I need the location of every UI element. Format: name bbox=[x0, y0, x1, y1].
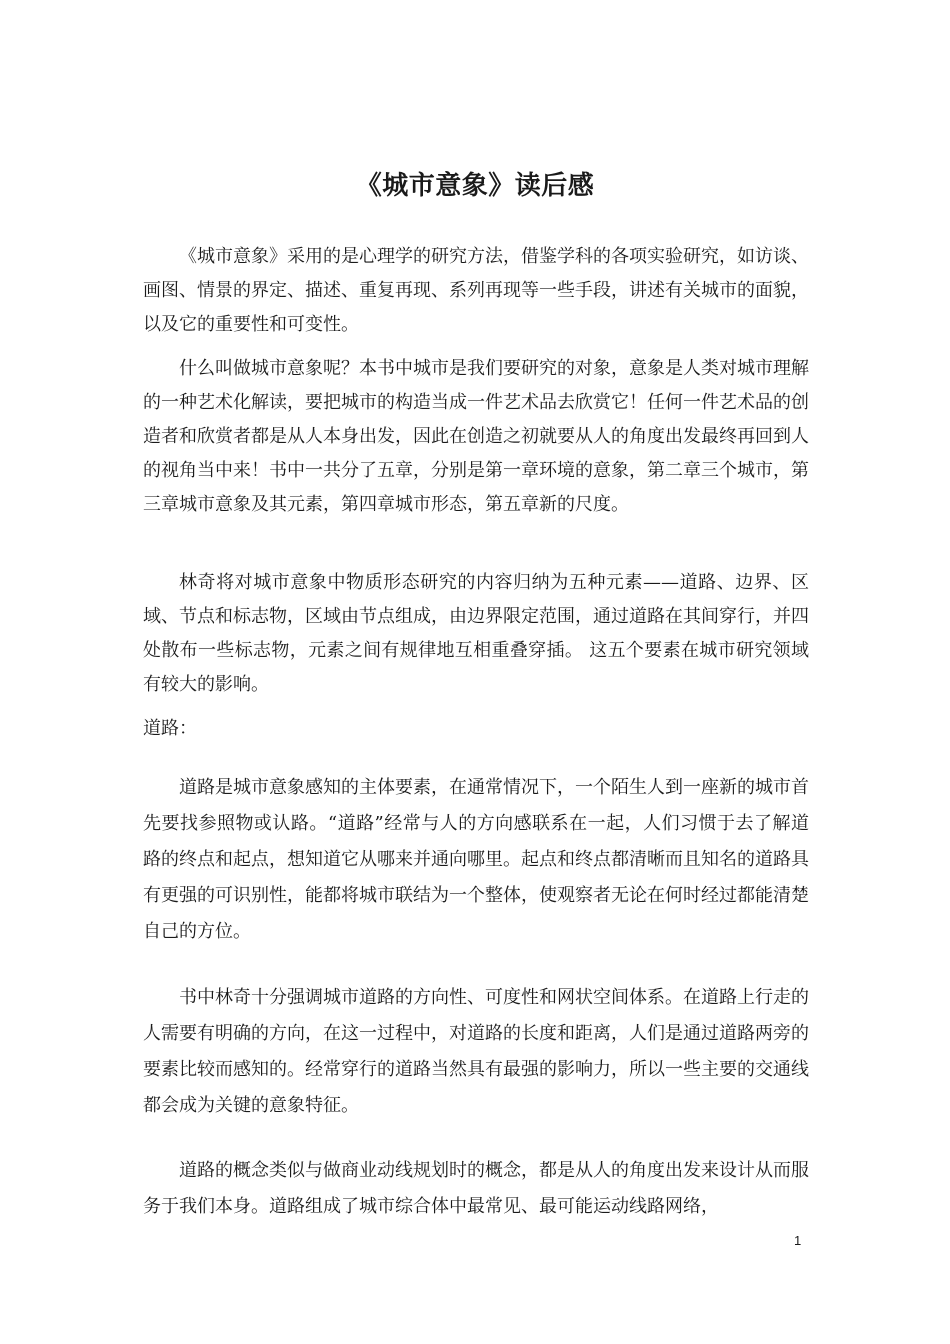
paragraph-roads-direction: 书中林奇十分强调城市道路的方向性、可度性和网状空间体系。在道路上行走的人需要有明确的方向，在这一过程中，对道路的长度和距离，人们是通过道路两旁的要素比较而感知的。经常穿行的道路当然具有最强的影响力，所以一些主要的交通线都会成为关键的意象特征。 bbox=[143, 987, 809, 1116]
paragraph-definition: 什么叫做城市意象呢？本书中城市是我们要研究的对象，意象是人类对城市理解的一种艺术化解读，要把城市的构造当成一件艺术品去欣赏它！任何一件艺术品的创造者和欣赏者都是从人本身出发，因此在创造之初就要从人的角度出发最终再回到人的视角当中来！书中一共分了五章，分别是第一章环境的意象，第二章三个城市，第三章城市意象及其元素，第四章城市形态，第五章新的尺度。 bbox=[143, 358, 809, 515]
page-number: 1 bbox=[794, 1233, 802, 1248]
paragraph-intro: 《城市意象》采用的是心理学的研究方法，借鉴学科的各项实验研究，如访谈、画图、情景的界定、描述、重复再现、系列再现等一些手段，讲述有关城市的面貌，以及它的重要性和可变性。 bbox=[143, 246, 809, 335]
paragraph-five-elements: 林奇将对城市意象中物质形态研究的内容归纳为五种元素——道路、边界、区域、节点和标志物，区域由节点组成，由边界限定范围，通过道路在其间穿行，并四处散布一些标志物，元素之间有规律地互相重叠穿插。 这五个要素在城市研究领域有较大的影响。 bbox=[143, 572, 809, 695]
document-title: 《城市意象》读后感 bbox=[355, 171, 595, 202]
paragraph-roads-perception: 道路是城市意象感知的主体要素，在通常情况下，一个陌生人到一座新的城市首先要找参照物或认路。“道路”经常与人的方向感联系在一起，人们习惯于去了解道路的终点和起点，想知道它从哪来并通向哪里。起点和终点都清晰而且知名的道路具有更强的可识别性，能都将城市联结为一个整体，使观察者无论在何时经过都能清楚自己的方位。 bbox=[143, 777, 809, 942]
paragraph-roads-commerce: 道路的概念类似与做商业动线规划时的概念，都是从人的角度出发来设计从而服务于我们本身。道路组成了城市综合体中最常见、最可能运动线路网络， bbox=[143, 1160, 809, 1217]
section-heading-roads: 道路： bbox=[143, 718, 197, 739]
